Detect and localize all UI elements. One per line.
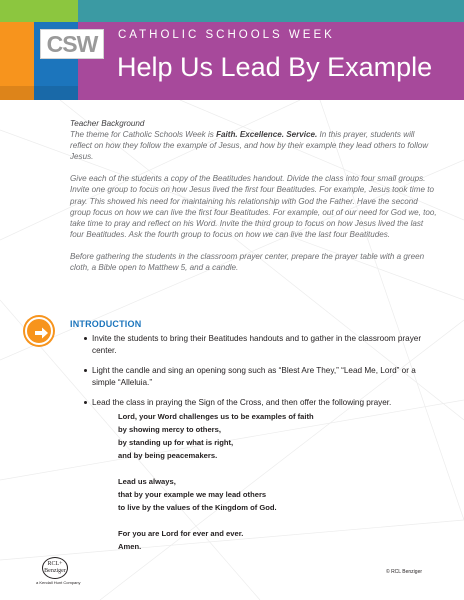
prayer-line: by standing up for what is right, (118, 438, 234, 447)
prayer-stanza (118, 410, 418, 462)
copyright-notice: © RCL Benziger (386, 569, 423, 575)
rcl-benziger-logo: RCL+ Benziger (42, 557, 68, 579)
header-banner (0, 0, 464, 100)
introduction-steps (92, 333, 427, 418)
list-item: Lead the class in praying the Sign of the Cross, and then offer the following prayer. (92, 397, 427, 409)
theme-emphasis: Faith. Excellence. Service. (216, 130, 318, 140)
header-kicker: CATHOLIC SCHOOLS WEEK (118, 29, 335, 41)
list-item: Invite the students to bring their Beatitudes handouts and to gather in the classroom prayer center. (92, 333, 427, 356)
prayer-line: that by your example we may lead others (118, 490, 267, 499)
prayer-line: For you are Lord for ever and ever. (118, 529, 244, 538)
csw-logo: CSW (40, 29, 104, 59)
prayer-text (118, 410, 418, 566)
teacher-background (70, 118, 438, 284)
prayer-line: and by being peacemakers. (118, 451, 218, 460)
banner-block-green (0, 0, 78, 22)
publisher-tagline: a Kendall Hunt Company (36, 580, 81, 585)
paragraph-text: In this prayer, students will reflect on how they follow the example of Jesus, and how by their example they lead others to follow Jesus. (70, 130, 429, 162)
prayer-line: to live by the values of the Kingdom of God. (118, 503, 277, 512)
prayer-line: Lord, your Word challenges us to be examples of faith (118, 412, 314, 421)
banner-shadow (0, 86, 78, 100)
teacher-background-paragraph-3: Before gathering the students in the classroom prayer center, prepare the prayer table with a green cloth, a Bible open to Matthew 5, and a candle. (70, 251, 425, 273)
teacher-background-paragraph-1 (70, 129, 438, 162)
arrow-right-icon (25, 317, 53, 345)
prayer-stanza (118, 475, 418, 514)
teacher-background-heading: Teacher Background (70, 119, 145, 128)
list-item: Light the candle and sing an opening song such as “Blest Are They,” “Lead Me, Lord” or a simple “Alleluia.” (92, 365, 427, 388)
page-title: Help Us Lead By Example (117, 52, 433, 82)
prayer-line: Lead us always, (118, 477, 176, 486)
banner-block-teal (78, 0, 464, 22)
paragraph-text: The theme for Catholic Schools Week is (70, 130, 217, 140)
introduction-heading: INTRODUCTION (70, 319, 142, 329)
prayer-line: Amen. (118, 542, 142, 551)
prayer-stanza (118, 527, 418, 553)
teacher-background-paragraph-2: Give each of the students a copy of the Beatitudes handout. Divide the class into four small groups. Invite one group to focus on how Jesus lived the first four Beatitudes. For example, Jesus took time to pray. This showed his need for maintaining his relationship with God the Father. Have the second group focus on how we can live the first four Beatitudes. For example, out of our need for God we, too, take time to pray and reflect on his Word. Invite the third group to focus on how Jesus lived the last four Beatitudes. Ask the fourth group to focus on how we can live the last four Beatitudes. (70, 174, 437, 239)
prayer-line: by showing mercy to others, (118, 425, 221, 434)
